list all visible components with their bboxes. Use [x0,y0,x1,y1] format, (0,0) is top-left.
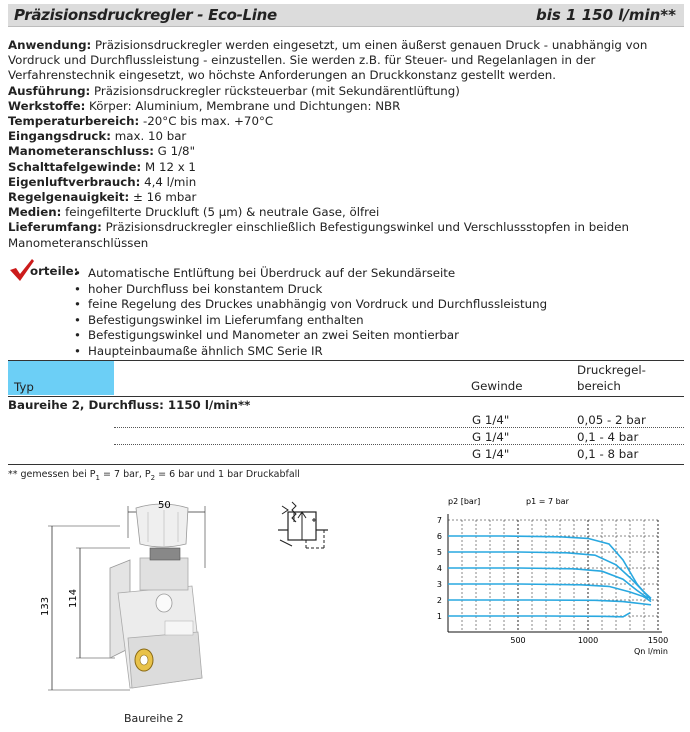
col-header-druck-line1: Druckregel- [577,363,646,377]
dim-body-height: 114 [68,588,79,608]
spec-lieferumfang: Lieferumfang: Präzisionsdruckregler einschließlich Befestigungswinkel und Verschlussstopfen in beiden Manometeranschlüssen [8,220,630,250]
col-header-gewinde: Gewinde [471,379,523,393]
spec-list [8,38,684,251]
table-header-rule [8,396,684,397]
y-tick-label: 7 [436,516,442,525]
flow-rating: bis 1 150 l/min** [536,6,676,24]
dim-overall-height: 133 [40,596,51,616]
y-tick-label: 2 [436,596,442,605]
series-heading: Baureihe 2, Durchfluss: 1150 l/min** [8,398,251,412]
spec-anwendung: Anwendung: Präzisionsdruckregler werden eingesetzt, um einen äußerst genauen Druck - unabhängig von Vordruck und Durchflussleistung - einzustellen. Sie werden z.B. für Steuer- und Regelanlagen in der Verfahrenstechnik eingesetzt, wo höchste Anforderungen an Druckkonstanz gestellt werden. [8,38,648,83]
table-row: G 1/4" 0,1 - 4 bar [114,430,684,445]
spec-schalttafelgewinde: Schalttafelgewinde: M 12 x 1 [8,159,196,174]
chart-ylabel: p2 [bar] [448,497,481,506]
spec-temperatur: Temperaturbereich: -20°C bis max. +70°C [8,114,274,129]
list-item: • hoher Durchfluss bei konstantem Druck [74,282,547,298]
y-tick-label: 3 [436,580,442,589]
spec-eingangsdruck: Eingangsdruck: max. 10 bar [8,129,187,144]
spec-eigenluftverbrauch: Eigenluftverbrauch: 4,4 l/min [8,174,197,189]
series-line [448,600,651,605]
table-bottom-rule [8,464,684,465]
spec-manometeranschluss: Manometeranschluss: G 1/8" [8,144,195,159]
list-item: • Befestigungswinkel im Lieferumfang enthalten [74,313,547,329]
advantages-heading: orteile: [8,258,88,278]
list-item: • Befestigungswinkel und Manometer an zwei Seiten montierbar [74,328,547,344]
list-item: • feine Regelung des Druckes unabhängig von Vordruck und Durchflussleistung [74,297,547,313]
flow-chart [418,494,678,656]
list-item: • Haupteinbaumaße ähnlich SMC Serie IR [74,344,547,360]
y-tick-label: 1 [436,612,442,621]
spec-ausfuehrung: Ausführung: Präzisionsdruckregler rücksteuerbar (mit Sekundärentlüftung) [8,83,460,98]
type-header-cell [8,361,114,395]
title-bar [8,4,684,27]
spec-medien: Medien: feingefilterte Druckluft (5 µm) & neutrale Gase, ölfrei [8,205,380,220]
series-line [448,584,651,602]
pneumatic-symbol-icon [268,500,348,560]
product-drawing [40,498,240,708]
spec-werkstoffe: Werkstoffe: Körper: Aluminium, Membrane und Dichtungen: NBR [8,98,401,113]
series-line [448,613,630,617]
x-tick-label: 500 [510,636,526,645]
col-header-druck-line2: bereich [577,379,621,393]
y-tick-label: 5 [436,548,442,557]
footnote: ** gemessen bei $P_1 = 7$ bar, $P_2 = 6$ bar und 1 bar Druckabfall [8,469,300,482]
page-title: Präzisionsdruckregler - Eco-Line [14,6,277,24]
advantages-list [74,266,547,359]
drawing-caption: Baureihe 2 [124,712,184,725]
x-tick-label: 1000 [577,636,599,645]
chart-xlabel: Qn l/min [634,647,668,656]
table-row: G 1/4" 0,1 - 8 bar [472,447,639,461]
y-tick-label: 6 [436,532,442,541]
spec-regelgenauigkeit: Regelgenauigkeit: ± 16 mbar [8,190,197,205]
series-line [448,552,651,598]
dim-width: 50 [158,500,171,511]
chart-annotation: p1 = 7 bar [526,497,569,506]
x-tick-label: 1500 [647,636,669,645]
table-row: G 1/4" 0,05 - 2 bar [114,413,684,428]
y-tick-label: 4 [436,564,442,573]
list-item: • Automatische Entlüftung bei Überdruck auf der Sekundärseite [74,266,547,282]
chart-series [448,536,651,617]
col-header-typ: Typ [14,380,34,394]
